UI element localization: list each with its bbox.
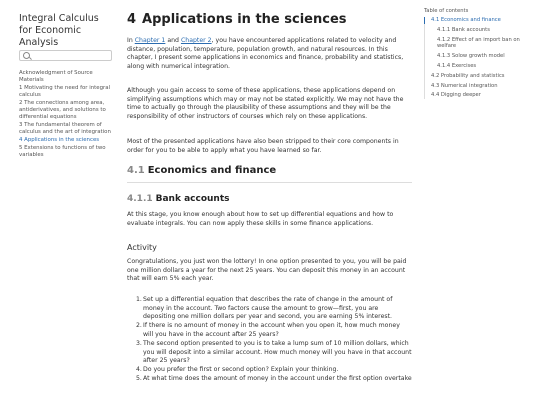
search-input[interactable]	[19, 50, 112, 61]
chapter-nav	[19, 70, 111, 161]
section-number: 4.1	[127, 165, 145, 176]
intro-paragraph	[127, 37, 412, 71]
section-heading	[127, 165, 276, 176]
assumptions-paragraph: Although you gain access to some of these applications, these applications depend on simplifying assumptions which may or may not be stated explicitly. We may not have the time to actually go through the plausibility of these assumptions and they will be the responsibility of other instructors of courses which rely on these applications.	[127, 87, 404, 120]
toc-list	[424, 17, 540, 99]
subsection-number: 4.1.1	[127, 194, 153, 204]
toc-item-probability[interactable]: 4.2 Probability and statistics	[431, 72, 505, 79]
section-divider	[127, 182, 412, 183]
toc-item-solow-growth[interactable]: 4.1.3 Solow growth model	[437, 53, 505, 60]
chapter-1-link[interactable]: Chapter 1	[134, 37, 166, 44]
toc-item-economics-and-finance[interactable]: 4.1 Economics and finance	[424, 17, 540, 24]
step-text: Set up a differential equation that describes the rate of change in the amount of money in the account. Two factors cause the amount to grow—first, you are depositing one million dollars per year and second, you are earning 5% interest.	[143, 296, 393, 321]
section-title: Economics and finance	[147, 165, 277, 176]
step-text: Do you prefer the first or second option? Explain your thinking.	[143, 366, 339, 374]
sidebar-item-chapter-2[interactable]: 2 The connections among area, antiderivatives, and solutions to differential equations	[19, 100, 106, 120]
text-run: and	[165, 37, 181, 44]
text-run: In	[127, 37, 135, 44]
list-item: 3. The second option presented to you is to take a lump sum of 10 million dollars, which you will deposit into a similar account. How much money will you have in that account after 25 years?	[136, 339, 412, 365]
main-content	[127, 0, 412, 405]
lottery-paragraph: Congratulations, you just won the lottery! In one option presented to you, you will be paid one million dollars a year for the next 25 years. You can deposit this money in an account that will earn 5% each year.	[127, 258, 407, 283]
core-components-paragraph: Most of the presented applications have also been stripped to their core components in order for you to be able to apply what you have learned so far.	[127, 138, 399, 154]
toc-item-numerical-integration[interactable]: 4.3 Numerical integration	[431, 82, 498, 89]
subsection-heading	[127, 194, 229, 204]
chapter-2-link[interactable]: Chapter 2	[180, 37, 212, 44]
toc-item-import-ban[interactable]: 4.1.2 Effect of an import ban on welfare	[437, 36, 520, 50]
toc-item-bank-accounts[interactable]: 4.1.1 Bank accounts	[437, 26, 490, 33]
sidebar	[0, 0, 113, 405]
sidebar-item-chapter-3[interactable]: 3 The fundamental theorem of calculus and the art of integration	[19, 122, 111, 135]
sidebar-item-chapter-4[interactable]: 4 Applications in the sciences	[19, 137, 100, 144]
step-text: If there is no amount of money in the account when you open it, how much money will you have in the account after 25 years?	[143, 322, 400, 338]
text-run: , you have encountered applications related to velocity and distance, population, temperature, population growth, and natural resources. In this chapter, I present some applications in economics and finance, probability and statistics, along with numerical integration.	[127, 37, 404, 70]
chapter-number: 4	[127, 12, 137, 27]
list-item: 5. At what time does the amount of money in the account under the first option overtake	[136, 375, 412, 383]
list-item: 1. Set up a differential equation that describes the rate of change in the amount of money in the account. Two factors cause the amount to grow—first, you are depositing one million dollars per year and second, you are earning 5% interest.	[136, 296, 393, 321]
search-icon	[23, 52, 30, 59]
sidebar-item-chapter-1[interactable]: 1 Motivating the need for integral calculus	[19, 85, 111, 98]
subsection-title: Bank accounts	[155, 194, 230, 204]
toc-item-exercises[interactable]: 4.1.4 Exercises	[437, 62, 477, 69]
bank-accounts-paragraph: At this stage, you know enough about how to set up differential equations and how to evaluate integrals. You can now apply these skills in some finance applications.	[127, 211, 394, 227]
activity-heading: Activity	[127, 243, 157, 252]
toc-title: Table of contents	[424, 8, 469, 14]
activity-steps	[136, 296, 412, 384]
list-item: 4. Do you prefer the first or second option? Explain your thinking.	[136, 366, 339, 374]
step-text: At what time does the amount of money in the account under the first option overtake	[143, 375, 412, 383]
step-text: The second option presented to you is to take a lump sum of 10 million dollars, which you will deposit into a similar account. How much money will you have in that account after 25 years?	[143, 339, 412, 365]
book-title[interactable]: Integral Calculus for Economic Analysis	[19, 13, 99, 48]
table-of-contents	[424, 8, 540, 102]
sidebar-item-acknowledgment[interactable]: Acknowledgment of Source Materials	[19, 70, 93, 83]
chapter-title-text: Applications in the sciences	[142, 12, 347, 27]
page-title	[127, 12, 347, 27]
toc-item-digging-deeper[interactable]: 4.4 Digging deeper	[431, 92, 481, 99]
sidebar-item-chapter-5[interactable]: 5 Extensions to functions of two variables	[19, 145, 106, 159]
list-item: 2. If there is no amount of money in the account when you open it, how much money will you have in the account after 25 years?	[136, 322, 400, 338]
